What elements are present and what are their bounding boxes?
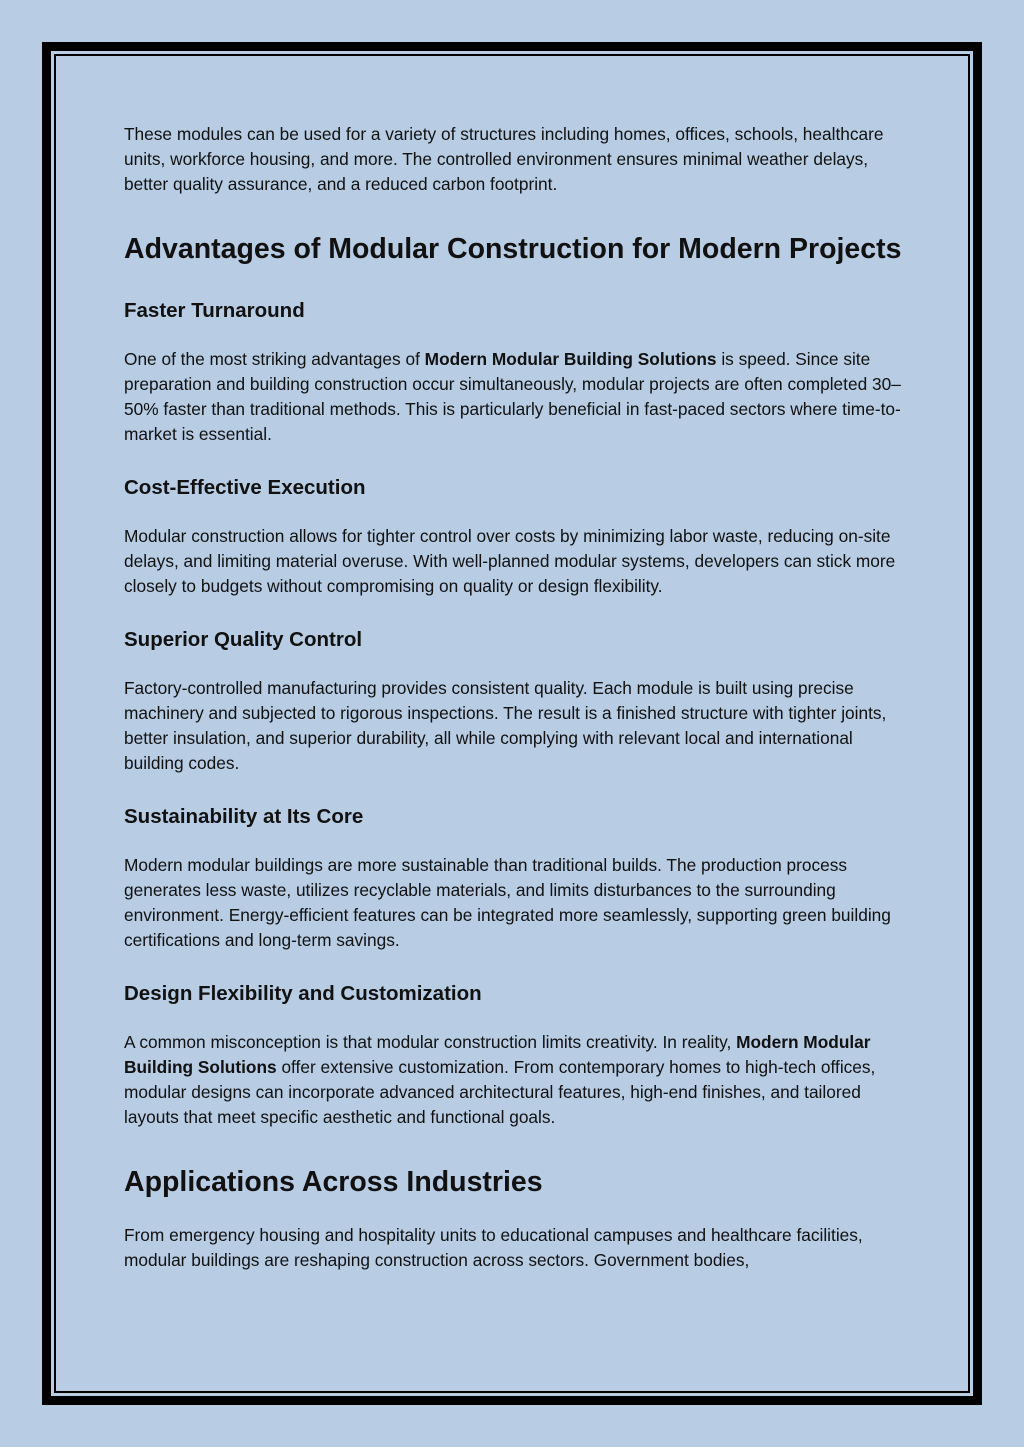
heading-cost-effective: Cost-Effective Execution (124, 476, 366, 499)
bold-term: Modern Modular Building Solutions (124, 1032, 871, 1077)
paragraph-faster-turnaround (124, 347, 914, 447)
intro-paragraph: These modules can be used for a variety of structures including homes, offices, schools, healthcare units, workforce housing, and more. The controlled environment ensures minimal weather delays, better quality assurance, and a reduced carbon footprint. (124, 124, 884, 194)
document-body (124, 122, 914, 1273)
heading-quality-control: Superior Quality Control (124, 628, 363, 651)
text-segment: A common misconception is that modular construction limits creativity. In reality, (124, 1032, 737, 1052)
paragraph-sustainability: Modern modular buildings are more sustainable than traditional builds. The production process generates less waste, utilizes recyclable materials, and limits disturbances to the surrounding environment. Energy-efficient features can be integrated more seamlessly, supporting green building certifications and long-term savings. (124, 855, 891, 950)
paragraph-design-flexibility (124, 1030, 914, 1130)
bold-term: Modern Modular Building Solutions (424, 349, 717, 369)
heading-advantages: Advantages of Modular Construction for Modern Projects (124, 233, 902, 265)
heading-design-flexibility: Design Flexibility and Customization (124, 982, 482, 1005)
text-segment: One of the most striking advantages of (124, 349, 425, 369)
paragraph-applications: From emergency housing and hospitality units to educational campuses and healthcare facilities, modular buildings are reshaping construction across sectors. Government bodies, (124, 1225, 863, 1270)
heading-faster-turnaround: Faster Turnaround (124, 299, 305, 322)
text-segment: is speed. Since site preparation and building construction occur simultaneously, modular projects are often completed 30–50% faster than traditional methods. This is particularly beneficial in fast-paced sectors where time-to-market is essential. (124, 349, 901, 444)
paragraph-cost-effective: Modular construction allows for tighter control over costs by minimizing labor waste, reducing on-site delays, and limiting material overuse. With well-planned modular systems, developers can stick more closely to budgets without compromising on quality or design flexibility. (124, 526, 896, 596)
heading-applications: Applications Across Industries (124, 1166, 543, 1198)
text-segment: offer extensive customization. From contemporary homes to high-tech offices, modular designs can incorporate advanced architectural features, high-end finishes, and tailored layouts that meet specific aesthetic and functional goals. (124, 1057, 876, 1127)
paragraph-quality-control: Factory-controlled manufacturing provides consistent quality. Each module is built using precise machinery and subjected to rigorous inspections. The result is a finished structure with tighter joints, better insulation, and superior durability, all while complying with relevant local and international building codes. (124, 678, 887, 773)
heading-sustainability: Sustainability at Its Core (124, 805, 364, 828)
